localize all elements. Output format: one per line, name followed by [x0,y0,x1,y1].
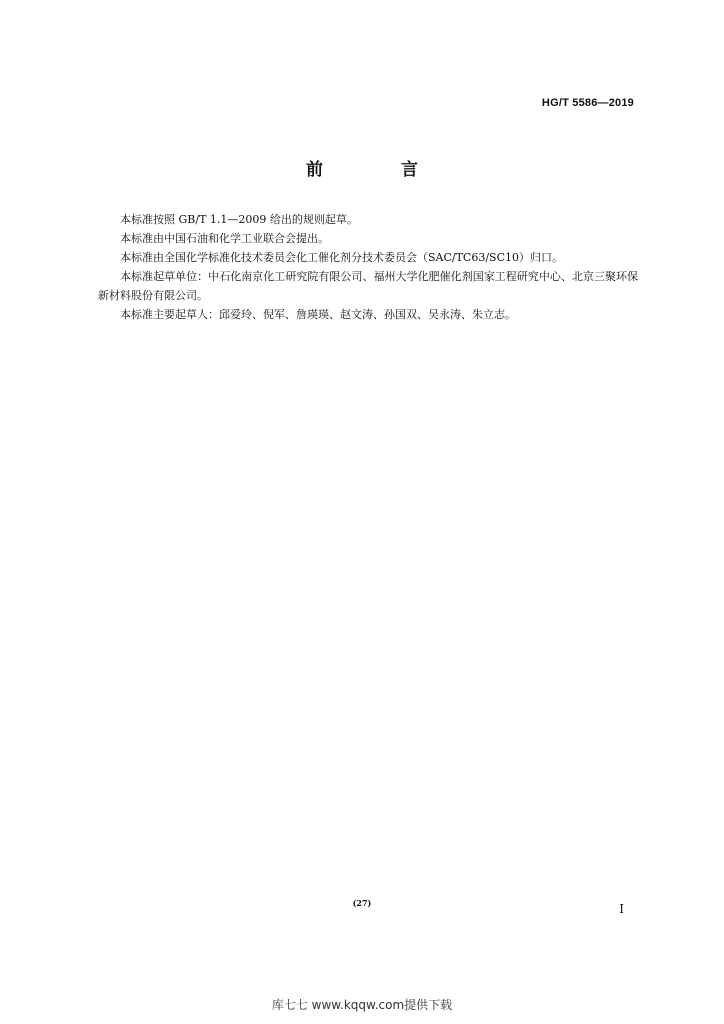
foreword-body [98,210,638,324]
paragraph-drafting-units: 本标准起草单位：中石化南京化工研究院有限公司、福州大学化肥催化剂国家工程研究中心、北京三聚环保新材料股份有限公司。 [98,270,638,302]
page-number: (27) [352,898,372,908]
paragraph-drafters: 本标准主要起草人：邱爱玲、倪军、詹瑛瑛、赵文涛、孙国双、吴永涛、朱立志。 [120,308,516,321]
page-title: 前 言 [306,160,454,180]
download-watermark: 库七七 www.kqqw.com提供下载 [271,998,453,1012]
roman-page-number: I [619,902,624,916]
paragraph-proposer: 本标准由中国石油和化学工业联合会提出。 [120,232,329,245]
standard-code: HG/T 5586—2019 [541,97,634,109]
paragraph-drafting-rules: 本标准按照 GB/T 1.1—2009 给出的规则起草。 [120,213,358,226]
paragraph-committee: 本标准由全国化学标准化技术委员会化工催化剂分技术委员会（SAC/TC63/SC10）归口。 [120,251,564,264]
